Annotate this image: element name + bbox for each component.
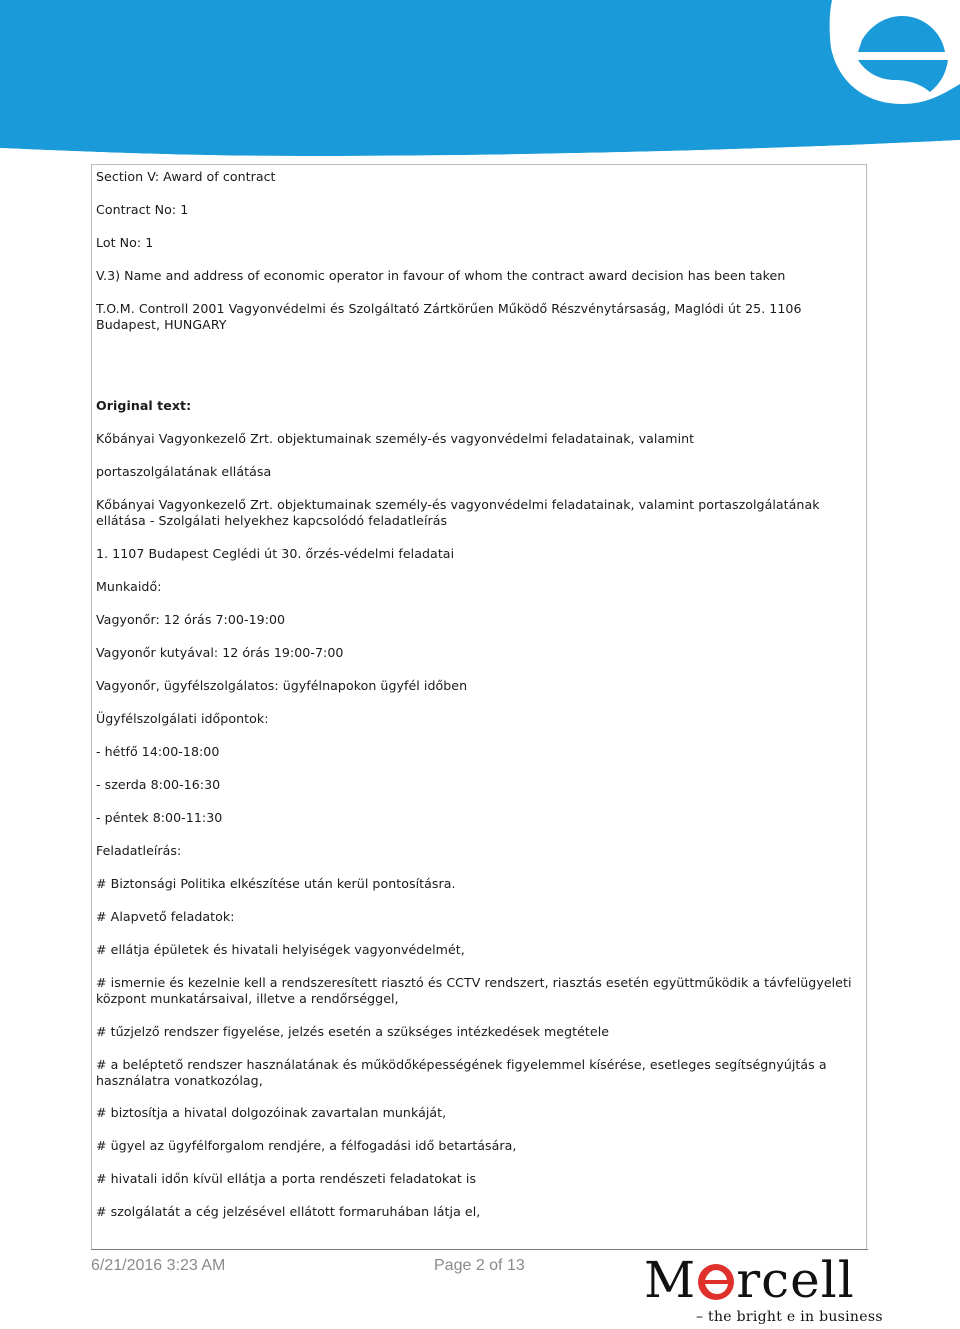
text-line: # biztosítja a hivatal dolgozóinak zavartalan munkáját, xyxy=(96,1105,447,1120)
text-line: Vagyonőr: 12 órás 7:00-19:00 xyxy=(96,612,286,627)
text-line: Vagyonőr, ügyfélszolgálatos: ügyfélnapokon ügyfél időben xyxy=(96,678,468,693)
text-line: # Biztonsági Politika elkészítése után kerül pontosításra. xyxy=(96,876,456,891)
text-line: Ügyfélszolgálati időpontok: xyxy=(96,711,269,726)
logo-text-left: M xyxy=(644,1251,697,1309)
text-line: # ismernie és kezelnie kell a rendszeresített riasztó és CCTV rendszert, riasztás esetén együttműködik a távfelügyeleti központ munkatársaival, illetve a rendőrséggel, xyxy=(96,975,852,1006)
logo-wordmark xyxy=(644,1250,855,1310)
text-line: - hétfő 14:00-18:00 xyxy=(96,744,220,759)
text-line: portaszolgálatának ellátása xyxy=(96,464,272,479)
text-line: Lot No: 1 xyxy=(96,235,154,250)
header-wave xyxy=(0,0,960,162)
text-line: 1. 1107 Budapest Ceglédi út 30. őrzés-védelmi feladatai xyxy=(96,546,455,561)
footer-page-number: Page 2 of 13 xyxy=(434,1257,525,1274)
text-line: # hivatali időn kívül ellátja a porta rendészeti feladatokat is xyxy=(96,1171,477,1186)
text-line-heading: Original text: xyxy=(96,398,192,413)
text-line: # ügyel az ügyfélforgalom rendjére, a félfogadási idő betartására, xyxy=(96,1138,517,1153)
logo-text-right: rcell xyxy=(736,1251,855,1309)
text-line: Munkaidő: xyxy=(96,579,162,594)
footer-date: 6/21/2016 3:23 AM xyxy=(91,1257,226,1274)
text-line: T.O.M. Controll 2001 Vagyonvédelmi és Szolgáltató Zártkörűen Működő Részvénytársaság, Maglódi út 25. 1106 Budapest, HUNGARY xyxy=(96,301,802,332)
logo-tagline: – the bright e in business xyxy=(696,1309,883,1325)
text-line: # szolgálatát a cég jelzésével ellátott formaruhában látja el, xyxy=(96,1204,481,1219)
text-line: Contract No: 1 xyxy=(96,202,189,217)
text-line: - péntek 8:00-11:30 xyxy=(96,810,223,825)
text-line: # ellátja épületek és hivatali helyiségek vagyonvédelmét, xyxy=(96,942,465,957)
text-line: # a beléptető rendszer használatának és működőképességének figyelemmel kísérése, esetleges segítségnyújtás a használatra vonatkozólag, xyxy=(96,1057,827,1088)
marcell-logo xyxy=(640,1250,883,1329)
red-e-logo-icon xyxy=(697,1263,735,1301)
text-line: Kőbányai Vagyonkezelő Zrt. objektumainak személy-és vagyonvédelmi feladatainak, valamint xyxy=(96,431,695,446)
text-line: Feladatleírás: xyxy=(96,843,182,858)
text-line: Vagyonőr kutyával: 12 órás 19:00-7:00 xyxy=(96,645,344,660)
text-line: Section V: Award of contract xyxy=(96,169,276,184)
text-line: # tűzjelző rendszer figyelése, jelzés esetén a szükséges intézkedések megtétele xyxy=(96,1024,610,1039)
text-line: # Alapvető feladatok: xyxy=(96,909,235,924)
text-line: - szerda 8:00-16:30 xyxy=(96,777,221,792)
header-band xyxy=(0,0,960,162)
text-line: V.3) Name and address of economic operator in favour of whom the contract award decision has been taken xyxy=(96,268,786,283)
text-line: Kőbányai Vagyonkezelő Zrt. objektumainak személy-és vagyonvédelmi feladatainak, valamint portaszolgálatának ellátása - Szolgálati helyekhez kapcsolódó feladatleírás xyxy=(96,497,820,528)
